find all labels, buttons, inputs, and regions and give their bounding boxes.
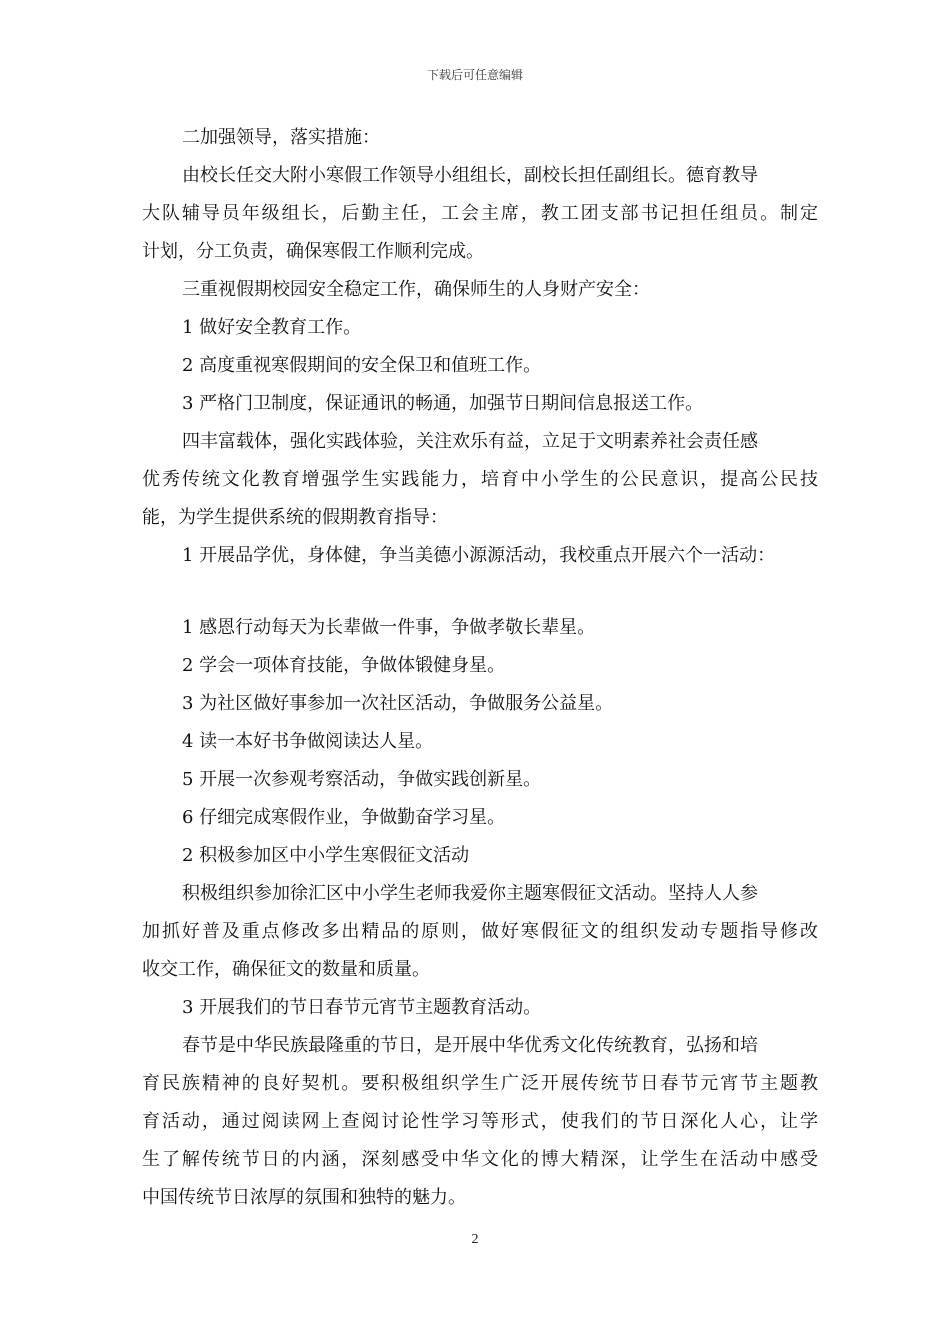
list-item: 1 做好安全教育工作。 bbox=[182, 317, 362, 338]
paragraph-line: 由校长任交大附小寒假工作领导小组组长，副校长担任副组长。德育教导 bbox=[182, 165, 758, 186]
page-header: 下载后可任意编辑 bbox=[426, 68, 523, 82]
paragraph-line: 二加强领导，落实措施： bbox=[182, 127, 380, 148]
list-item: 3 为社区做好事参加一次社区活动，争做服务公益星。 bbox=[182, 693, 614, 714]
list-item: 1 感恩行动每天为长辈做一件事，争做孝敬长辈星。 bbox=[182, 617, 596, 638]
paragraph-line: 能，为学生提供系统的假期教育指导： bbox=[142, 507, 448, 528]
list-item: 2 学会一项体育技能，争做体锻健身星。 bbox=[182, 655, 506, 676]
list-item: 5 开展一次参观考察活动，争做实践创新星。 bbox=[182, 769, 542, 790]
paragraph-line: 加抓好普及重点修改多出精品的原则，做好寒假征文的组织发动专题指导修改 bbox=[142, 921, 818, 942]
paragraph-line: 优秀传统文化教育增强学生实践能力，培育中小学生的公民意识，提高公民技 bbox=[142, 469, 818, 490]
paragraph-line: 大队辅导员年级组长，后勤主任，工会主席，教工团支部书记担任组员。制定 bbox=[142, 203, 818, 224]
page-number: 2 bbox=[471, 1232, 479, 1247]
list-item: 4 读一本好书争做阅读达人星。 bbox=[182, 731, 434, 752]
paragraph-line: 四丰富载体，强化实践体验，关注欢乐有益，立足于文明素养社会责任感 bbox=[182, 431, 758, 452]
paragraph-line: 收交工作，确保征文的数量和质量。 bbox=[142, 959, 430, 980]
paragraph-line: 2 积极参加区中小学生寒假征文活动 bbox=[182, 845, 470, 866]
paragraph-line: 积极组织参加徐汇区中小学生老师我爱你主题寒假征文活动。坚持人人参 bbox=[182, 883, 758, 904]
paragraph-line: 生了解传统节日的内涵，深刻感受中华文化的博大精深，让学生在活动中感受 bbox=[142, 1149, 818, 1170]
paragraph-line: 育活动，通过阅读网上查阅讨论性学习等形式，使我们的节日深化人心，让学 bbox=[142, 1111, 818, 1132]
list-item: 6 仔细完成寒假作业，争做勤奋学习星。 bbox=[182, 807, 506, 828]
paragraph-line: 三重视假期校园安全稳定工作，确保师生的人身财产安全： bbox=[182, 279, 650, 300]
paragraph-line: 春节是中华民族最隆重的节日，是开展中华优秀文化传统教育，弘扬和培 bbox=[182, 1035, 758, 1056]
paragraph-line: 育民族精神的良好契机。要积极组织学生广泛开展传统节日春节元宵节主题教 bbox=[142, 1073, 818, 1094]
paragraph-line: 计划，分工负责，确保寒假工作顺利完成。 bbox=[142, 241, 484, 262]
paragraph-line: 中国传统节日浓厚的氛围和独特的魅力。 bbox=[142, 1187, 466, 1208]
list-item: 2 高度重视寒假期间的安全保卫和值班工作。 bbox=[182, 355, 542, 376]
paragraph-line: 1 开展品学优，身体健，争当美德小源源活动，我校重点开展六个一活动： bbox=[182, 545, 776, 566]
paragraph-line: 3 开展我们的节日春节元宵节主题教育活动。 bbox=[182, 997, 542, 1018]
list-item: 3 严格门卫制度，保证通讯的畅通，加强节日期间信息报送工作。 bbox=[182, 393, 704, 414]
